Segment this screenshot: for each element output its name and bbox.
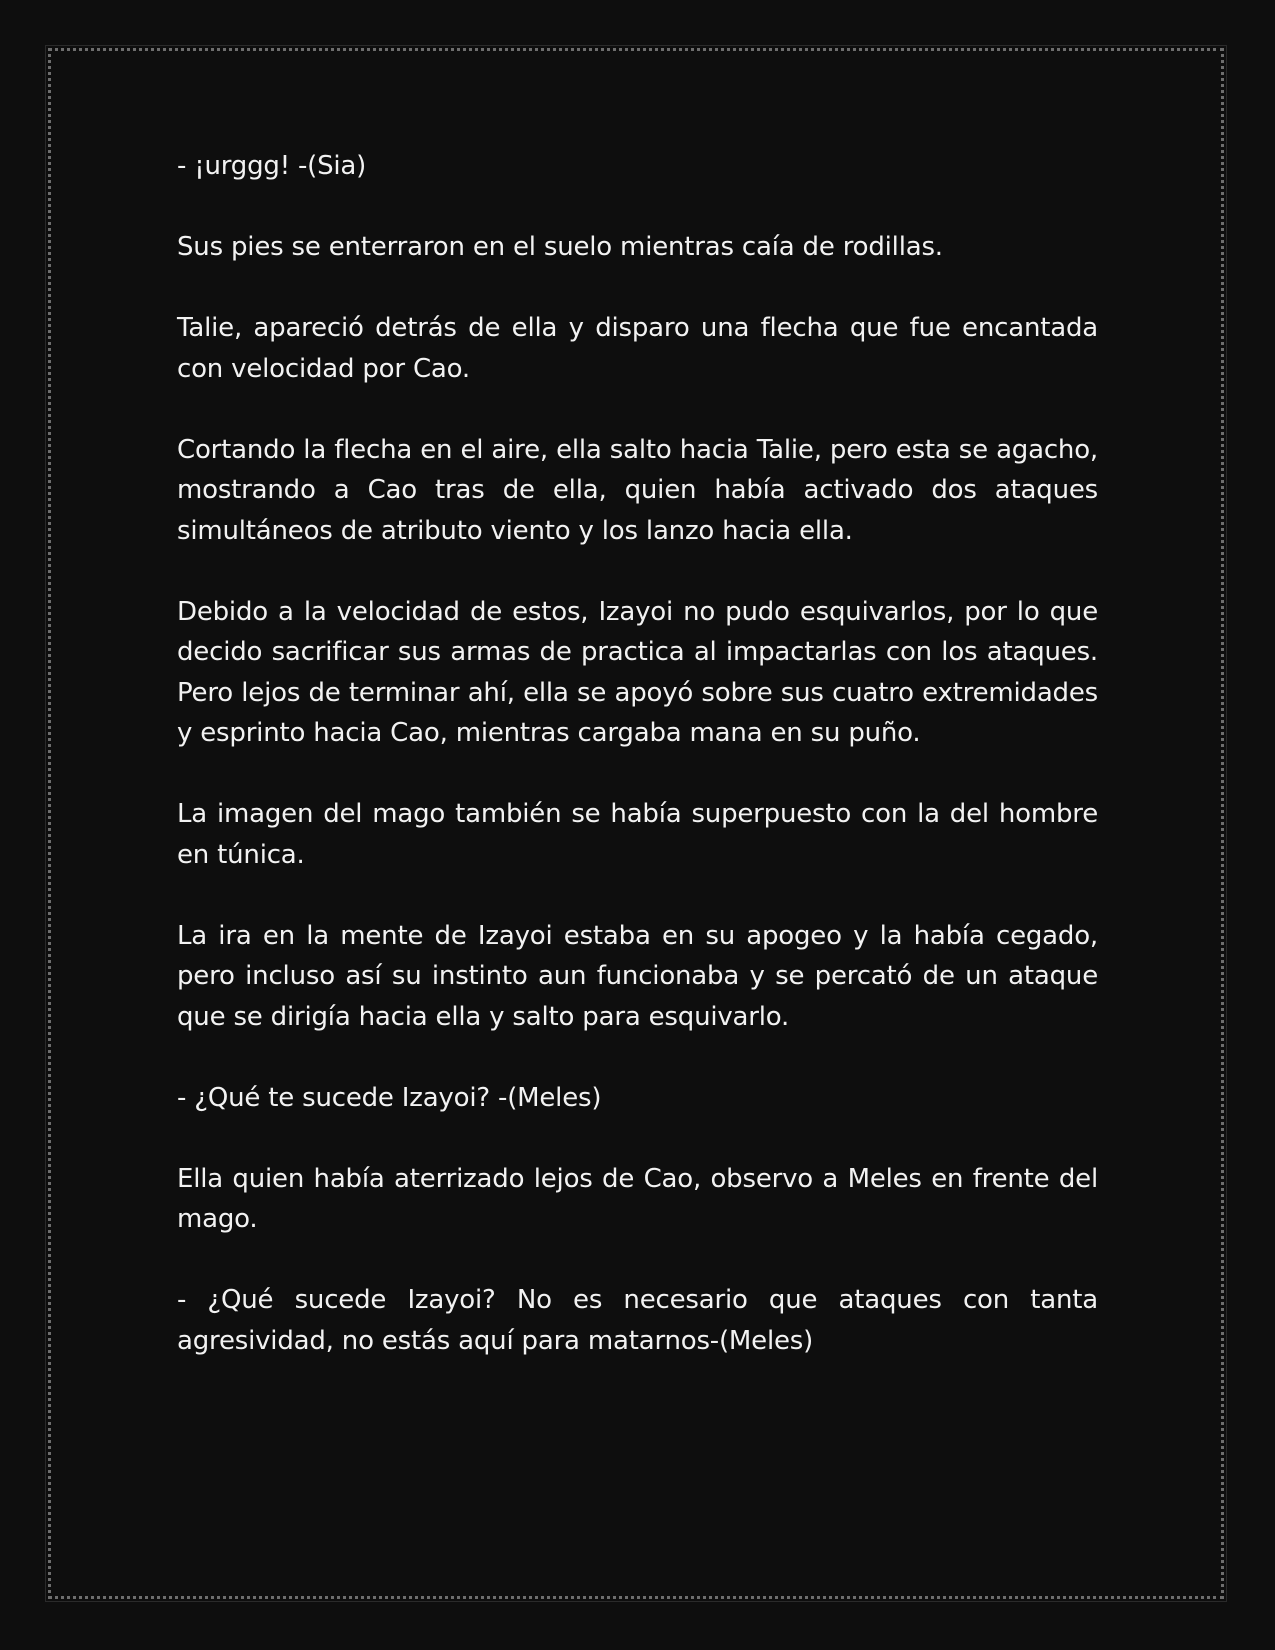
paragraph-3: Talie, apareció detrás de ella y disparo una flecha que fue encantada con velocidad por Cao. — [177, 313, 1098, 384]
paragraph-1: - ¡urggg! -(Sia) — [177, 151, 367, 181]
paragraph-4: Cortando la flecha en el aire, ella salto hacia Talie, pero esta se agacho, mostrando a Cao tras de ella, quien había activado dos ataques simultáneos de atributo viento y los lanzo hacia ella. — [177, 434, 1098, 546]
paragraph-5: Debido a la velocidad de estos, Izayoi no pudo esquivarlos, por lo que decido sacrificar sus armas de practica al impactarlas con los ataques. Pero lejos de terminar ahí, ella se apoyó sobre sus cuatro extremidades y esprinto hacia Cao, mientras cargaba mana en su puño. — [177, 596, 1098, 748]
paragraph-7: La ira en la mente de Izayoi estaba en su apogeo y la había cegado, pero incluso así su instinto aun funcionaba y se percató de un ataque que se dirigía hacia ella y salto para esquivarlo. — [177, 920, 1098, 1032]
paragraph-8: - ¿Qué te sucede Izayoi? -(Meles) — [177, 1082, 602, 1113]
paragraph-10: - ¿Qué sucede Izayoi? No es necesario que ataques con tanta agresividad, no estás aquí para matarnos-(Meles) — [177, 1285, 1098, 1356]
document-body — [177, 146, 1098, 1361]
paragraph-9: Ella quien había aterrizado lejos de Cao, observo a Meles en frente del mago. — [177, 1163, 1098, 1234]
paragraph-6: La imagen del mago también se había superpuesto con la del hombre en túnica. — [177, 799, 1098, 870]
paragraph-2: Sus pies se enterraron en el suelo mientras caía de rodillas. — [177, 232, 943, 262]
